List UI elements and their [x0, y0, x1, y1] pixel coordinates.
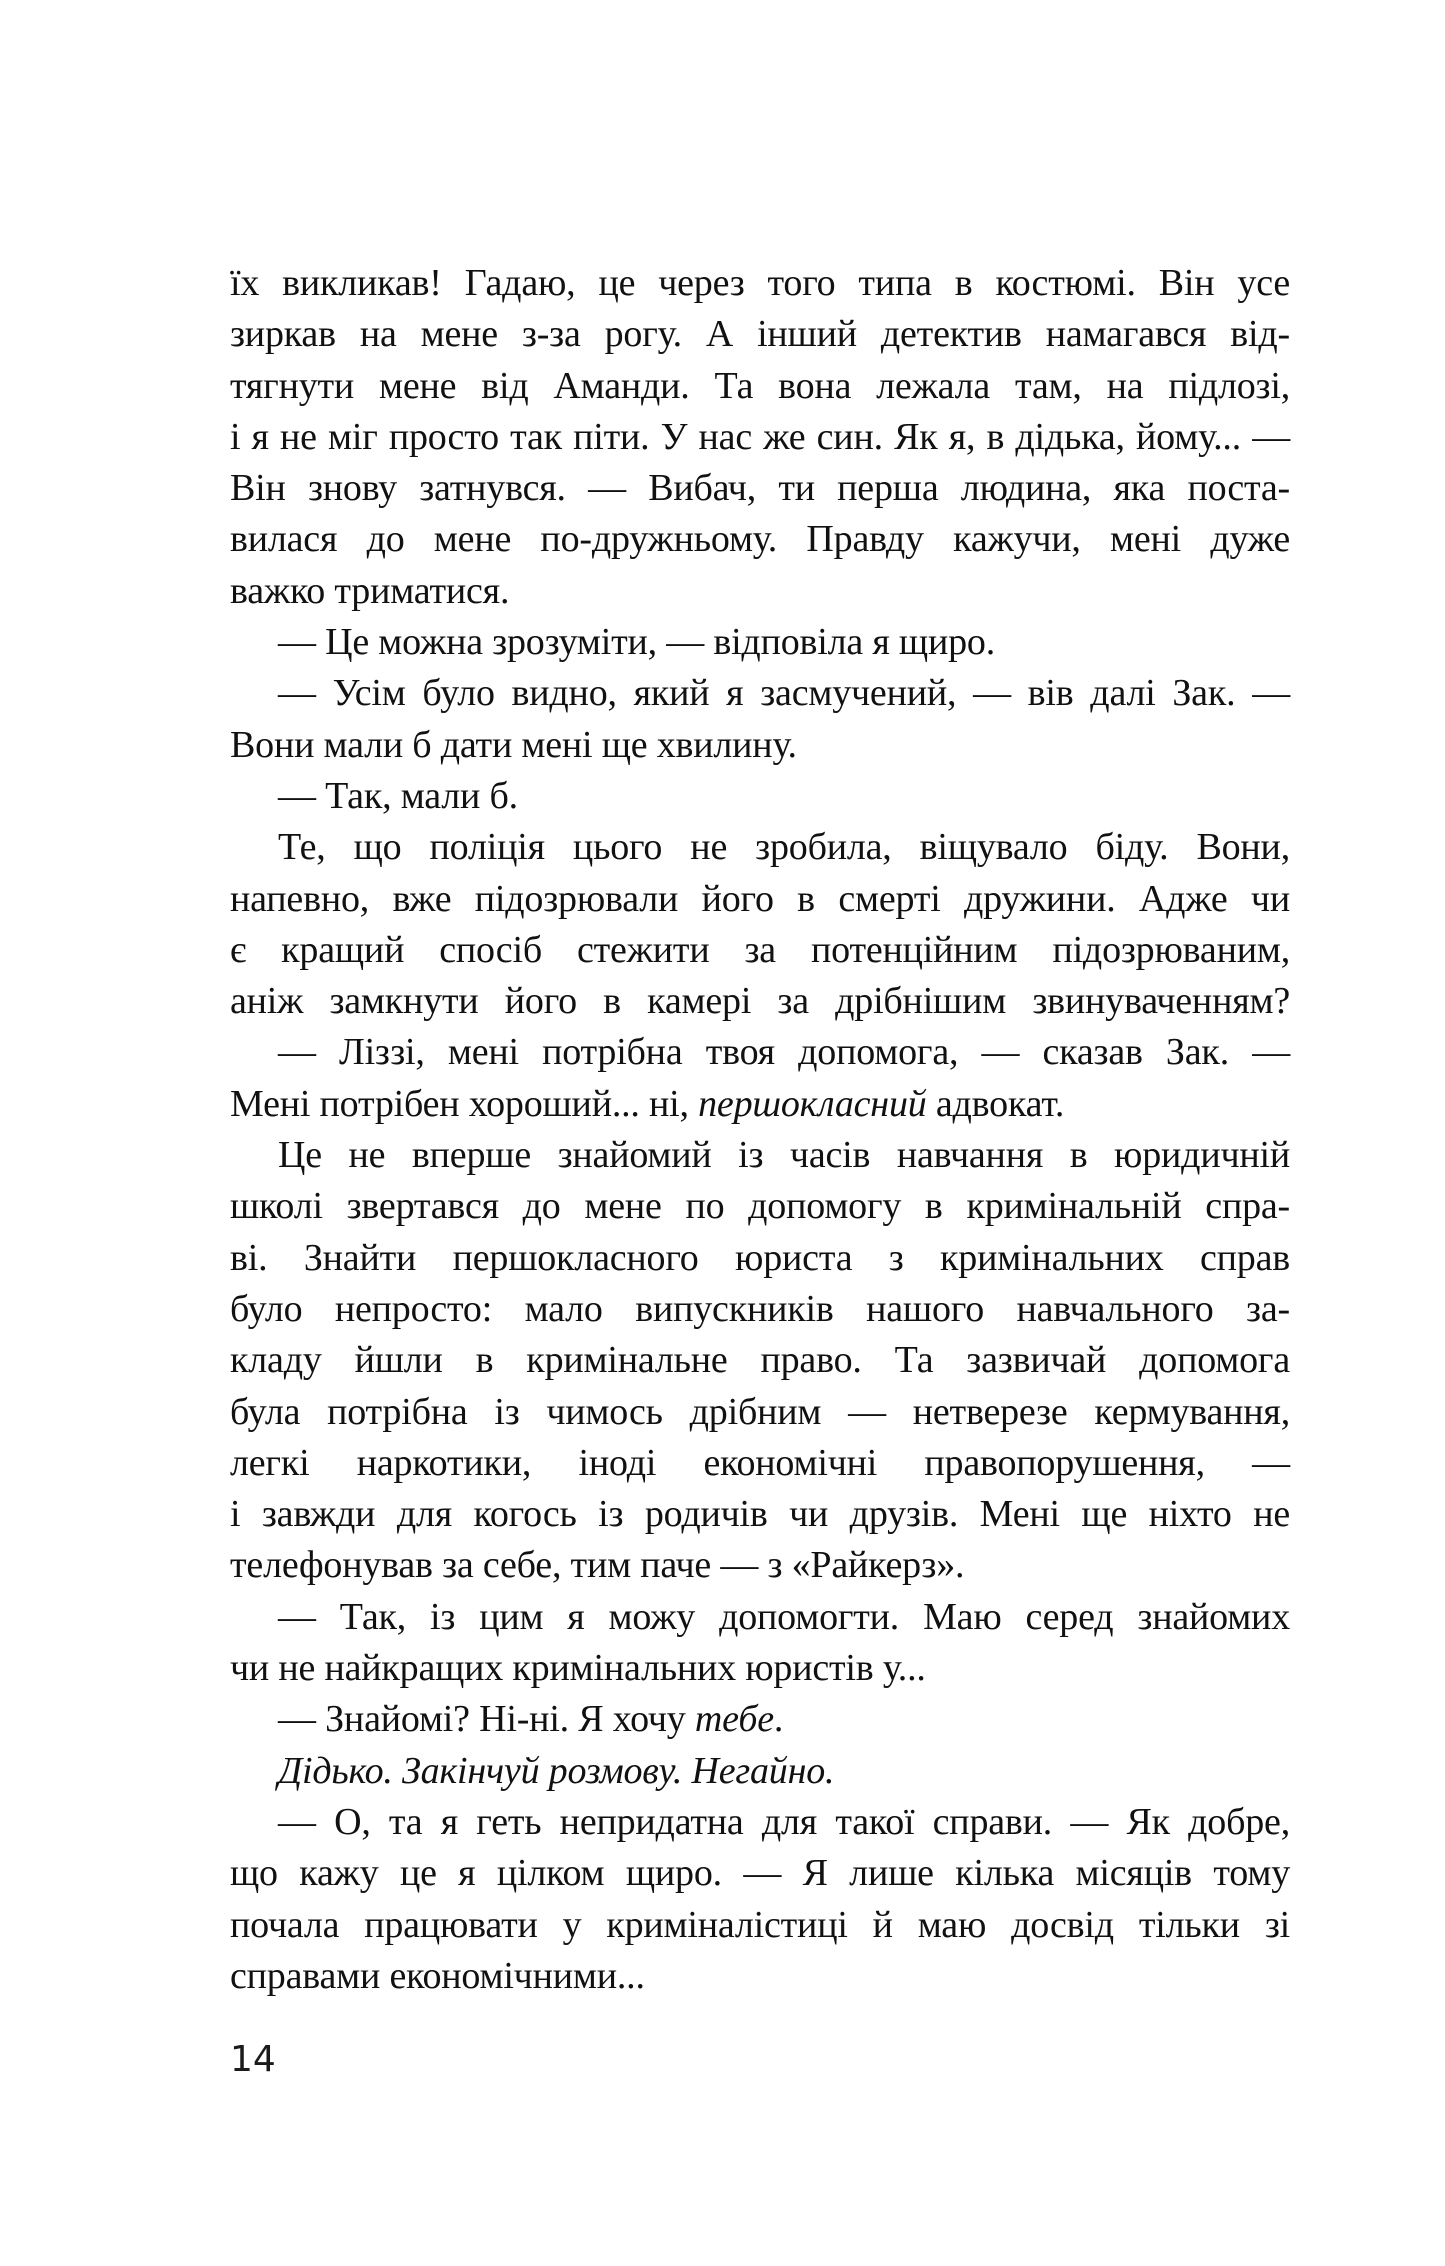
text-segment: .: [773, 1698, 784, 1741]
text-line: — Усім було видно, який я засмучений, — вів далі Зак. —: [278, 672, 1290, 715]
text-line: [230, 1079, 1290, 1130]
text-line: важко триматися.: [230, 569, 510, 612]
text-line-italic: Дідько. Закінчуй розмову. Негайно.: [278, 1749, 835, 1792]
text-line: їх викликав! Гадаю, це через того типа в костюмі. Він усе: [230, 262, 1290, 304]
text-line: тягнути мене від Аманди. Та вона лежала там, на підлозі,: [230, 364, 1290, 407]
text-line: школі звертався до мене по допомогу в кримінальній спра-: [230, 1185, 1290, 1228]
text-line: — О, та я геть непридатна для такої справи. — Як добре,: [278, 1800, 1290, 1843]
text-line: що кажу це я цілком щиро. — Я лише кілька місяців тому: [230, 1852, 1290, 1895]
text-segment: адвокат.: [926, 1082, 1065, 1125]
text-line: Те, що поліція цього не зробила, віщувало біду. Вони,: [278, 826, 1290, 869]
text-line: напевно, вже підозрювали його в смерті дружини. Адже чи: [230, 877, 1290, 920]
text-line: [230, 1694, 1290, 1745]
text-line: Він знову затнувся. — Вибач, ти перша людина, яка поста-: [230, 467, 1290, 510]
text-line: — Це можна зрозуміти, — відповіла я щиро.: [278, 621, 996, 664]
text-line: телефонував за себе, тим паче — з «Райкерз».: [230, 1544, 965, 1587]
text-line: почала працювати у криміналістиці й маю досвід тільки зі: [230, 1903, 1290, 1946]
italic-text-segment: першокласний: [698, 1082, 927, 1125]
text-line: аніж замкнути його в камері за дрібнішим звинуваченням?: [230, 980, 1290, 1023]
text-line: легкі наркотики, іноді економічні правопорушення, —: [230, 1441, 1290, 1484]
text-line: — Ліззі, мені потрібна твоя допомога, — сказав Зак. —: [278, 1031, 1290, 1074]
text-line: справами економічними...: [230, 1954, 645, 1997]
text-line: і завжди для когось із родичів чи друзів. Мені ще ніхто не: [230, 1493, 1290, 1536]
text-line: була потрібна із чимось дрібним — нетверезе кермування,: [230, 1390, 1290, 1433]
text-line: чи не найкращих кримінальних юристів у...: [230, 1647, 926, 1690]
text-line: Це не вперше знайомий із часів навчання в юридичній: [278, 1134, 1290, 1177]
text-line: Вони мали б дати мені ще хвилину.: [230, 723, 797, 766]
text-line: вилася до мене по-дружньому. Правду кажучи, мені дуже: [230, 518, 1290, 561]
italic-text-segment: тебе: [694, 1698, 774, 1741]
text-segment: Мені потрібен хороший... ні,: [230, 1082, 699, 1125]
page-number: 14: [230, 2039, 276, 2080]
text-line: — Так, мали б.: [278, 774, 518, 817]
body-text: [230, 258, 1290, 2002]
text-line: було непросто: мало випускників нашого навчального за-: [230, 1287, 1290, 1330]
text-line: зиркав на мене з-за рогу. А інший детектив намагався від-: [230, 313, 1290, 356]
text-line: і я не міг просто так піти. У нас же син. Як я, в дідька, йому... —: [230, 415, 1290, 458]
text-line: кладу йшли в кримінальне право. Та зазвичай допомога: [230, 1339, 1290, 1382]
text-segment: — Знайомі? Ні-ні. Я хочу: [278, 1698, 695, 1741]
text-line: — Так, із цим я можу допомогти. Маю серед знайомих: [278, 1595, 1290, 1638]
text-line: є кращий спосіб стежити за потенційним підозрюваним,: [230, 928, 1290, 971]
text-line: ві. Знайти першокласного юриста з кримінальних справ: [230, 1236, 1290, 1279]
